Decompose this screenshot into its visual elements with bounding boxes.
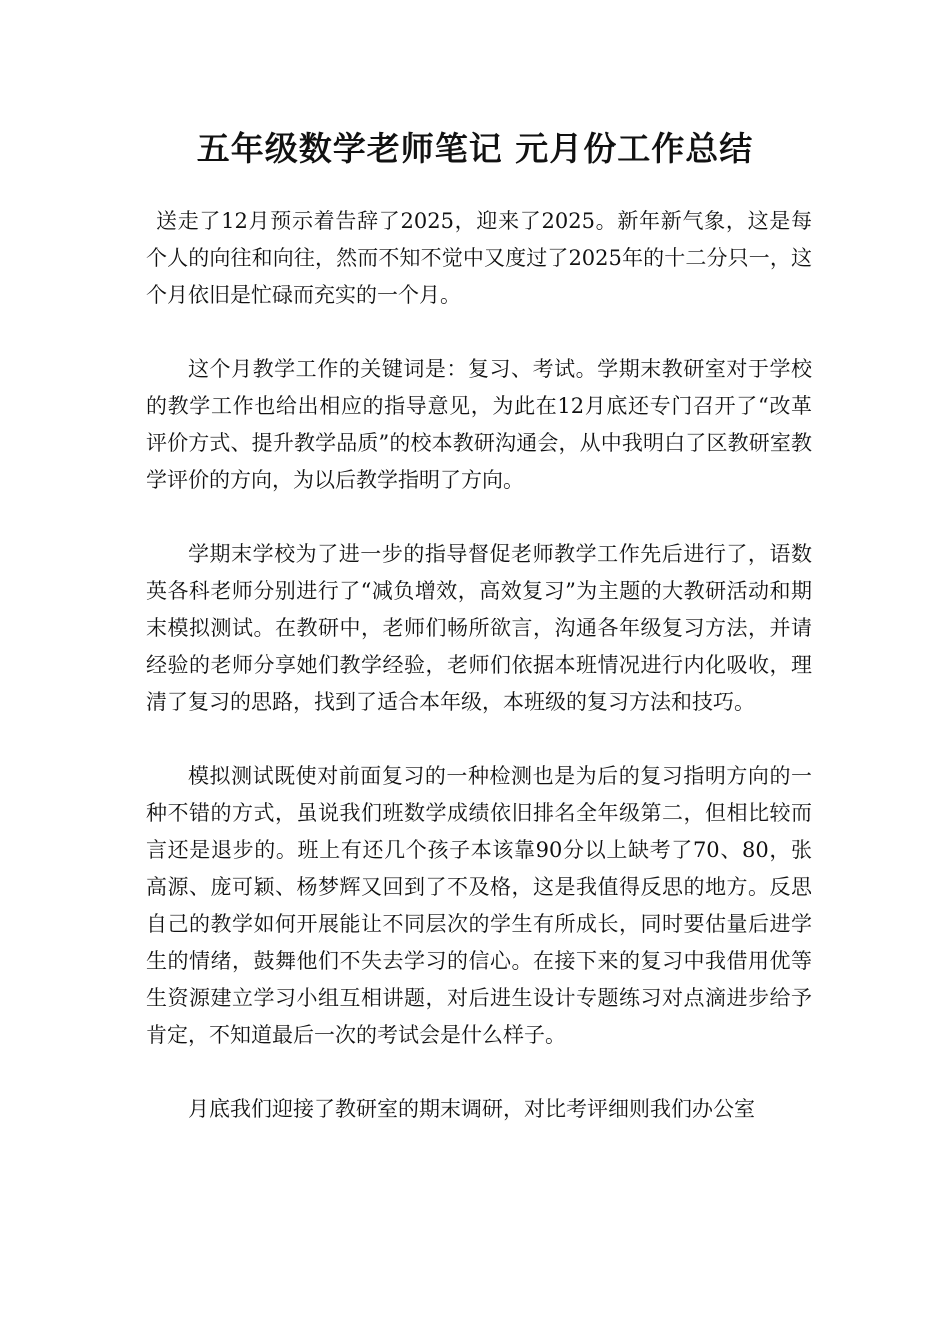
paragraph-month-end: 月底我们迎接了教研室的期末调研，对比考评细则我们办公室 xyxy=(188,1097,755,1121)
document-title: 五年级数学老师笔记 元月份工作总结 xyxy=(196,129,754,168)
document-body xyxy=(146,203,812,1165)
paragraph-review-exam: 这个月教学工作的关键词是：复习、考试。学期末教研室对于学校的教学工作也给出相应的指导意见，为此在12月底还专门召开了“改革评价方式、提升教学品质”的校本教研沟通会，从中我明白了区教研室教学评价的方向，为以后教学指明了方向。 xyxy=(146,357,812,492)
paragraph-intro: 送走了12月预示着告辞了2025，迎来了2025。新年新气象，这是每个人的向往和向往，然而不知不觉中又度过了2025年的十二分只一，这个月依旧是忙碌而充实的一个月。 xyxy=(146,209,812,307)
paragraph-teaching-research: 学期末学校为了进一步的指导督促老师教学工作先后进行了，语数英各科老师分别进行了“减负增效，高效复习”为主题的大教研活动和期末模拟测试。在教研中，老师们畅所欲言，沟通各年级复习方法，并请经验的老师分享她们教学经验，老师们依据本班情况进行内化吸收，理清了复习的思路，找到了适合本年级，本班级的复习方法和技巧。 xyxy=(146,542,812,714)
paragraph-mock-test: 模拟测试既使对前面复习的一种检测也是为后的复习指明方向的一种不错的方式，虽说我们班数学成绩依旧排名全年级第二，但相比较而言还是退步的。班上有还几个孩子本该靠90分以上缺考了70、80，张高源、庞可颖、杨梦辉又回到了不及格，这是我值得反思的地方。反思自己的教学如何开展能让不同层次的学生有所成长，同时要估量后进学生的情绪，鼓舞他们不失去学习的信心。在接下来的复习中我借用优等生资源建立学习小组互相讲题，对后进生设计专题练习对点滴进步给予肯定，不知道最后一次的考试会是什么样子。 xyxy=(146,764,812,1047)
